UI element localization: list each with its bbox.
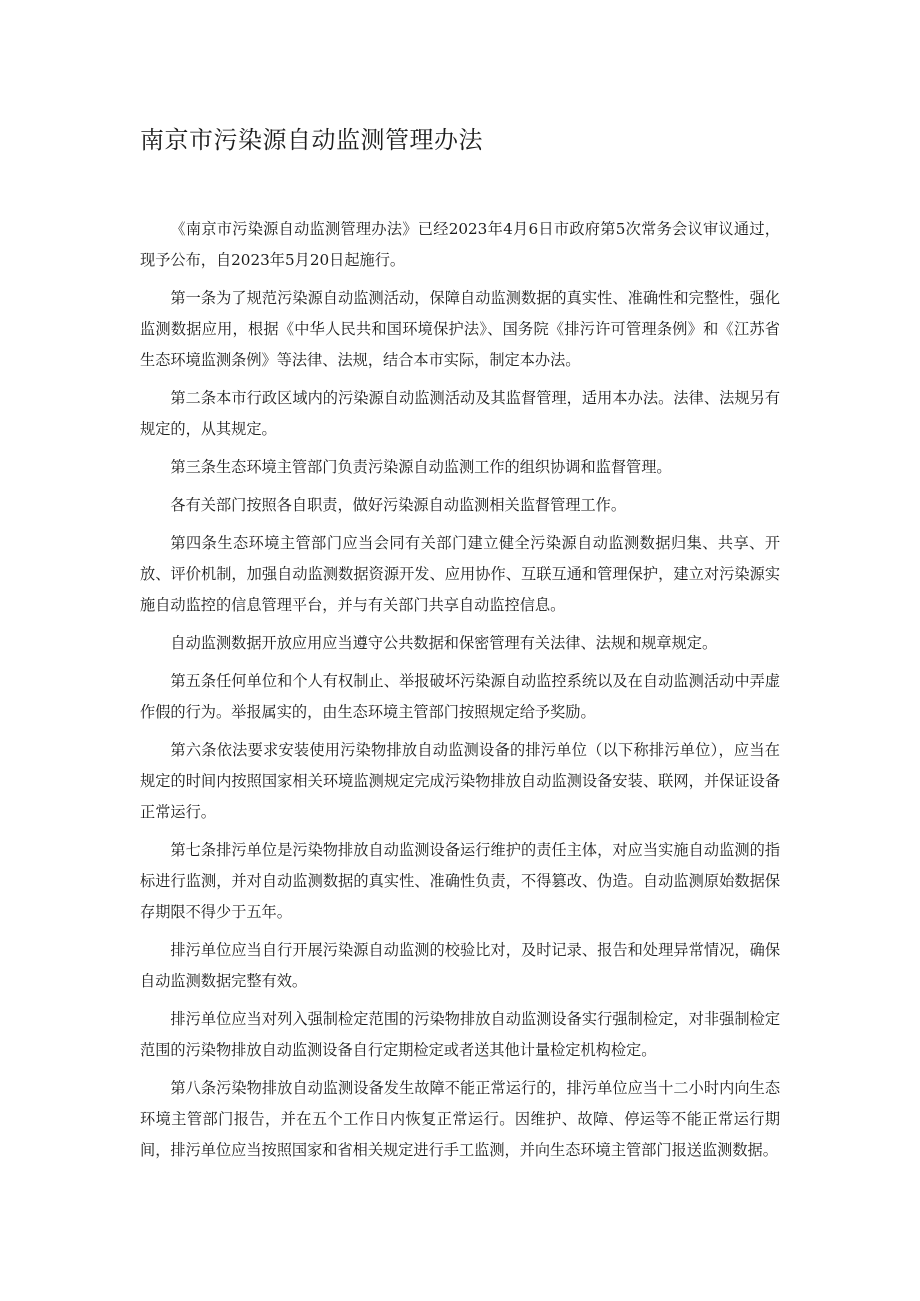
document-title: 南京市污染源自动监测管理办法 (140, 126, 483, 154)
paragraph-article-4-cont: 自动监测数据开放应用应当遵守公共数据和保密管理有关法律、法规和规章规定。 (170, 634, 718, 652)
paragraph-article-5: 第五条任何单位和个人有权制止、举报破坏污染源自动监控系统以及在自动监测活动中弄虚作假的行为。举报属实的，由生态环境主管部门按照规定给予奖励。 (140, 672, 780, 721)
paragraph-article-1: 第一条为了规范污染源自动监测活动，保障自动监测数据的真实性、准确性和完整性，强化监测数据应用，根据《中华人民共和国环境保护法》、国务院《排污许可管理条例》和《江苏省生态环境监测条例》等法律、法规，结合本市实际，制定本办法。 (140, 289, 780, 369)
paragraph-article-2: 第二条本市行政区域内的污染源自动监测活动及其监督管理，适用本办法。法律、法规另有规定的，从其规定。 (140, 389, 780, 438)
paragraph-article-3-cont: 各有关部门按照各自职责，做好污染源自动监测相关监督管理工作。 (170, 496, 627, 514)
paragraph-announcement: 《南京市污染源自动监测管理办法》已经2023年4月6日市政府第5次常务会议审议通过，现予公布，自2023年5月20日起施行。 (140, 220, 780, 269)
paragraph-article-7: 第七条排污单位是污染物排放自动监测设备运行维护的责任主体，对应当实施自动监测的指标进行监测，并对自动监测数据的真实性、准确性负责，不得篡改、伪造。自动监测原始数据保存期限不得少于五年。 (140, 841, 780, 921)
document-body (140, 214, 780, 1173)
paragraph-article-6: 第六条依法要求安装使用污染物排放自动监测设备的排污单位（以下称排污单位），应当在规定的时间内按照国家相关环境监测规定完成污染物排放自动监测设备安装、联网，并保证设备正常运行。 (140, 741, 780, 821)
paragraph-article-8: 第八条污染物排放自动监测设备发生故障不能正常运行的，排污单位应当十二小时内向生态环境主管部门报告，并在五个工作日内恢复正常运行。因维护、故障、停运等不能正常运行期间，排污单位应当按照国家和省相关规定进行手工监测，并向生态环境主管部门报送监测数据。 (140, 1079, 780, 1159)
paragraph-article-7-cont-2: 排污单位应当对列入强制检定范围的污染物排放自动监测设备实行强制检定，对非强制检定范围的污染物排放自动监测设备自行定期检定或者送其他计量检定机构检定。 (140, 1010, 780, 1059)
paragraph-article-7-cont-1: 排污单位应当自行开展污染源自动监测的校验比对，及时记录、报告和处理异常情况，确保自动监测数据完整有效。 (140, 941, 780, 990)
paragraph-article-3: 第三条生态环境主管部门负责污染源自动监测工作的组织协调和监督管理。 (170, 458, 672, 476)
paragraph-article-4: 第四条生态环境主管部门应当会同有关部门建立健全污染源自动监测数据归集、共享、开放、评价机制，加强自动监测数据资源开发、应用协作、互联互通和管理保护，建立对污染源实施自动监控的信息管理平台，并与有关部门共享自动监控信息。 (140, 534, 780, 614)
